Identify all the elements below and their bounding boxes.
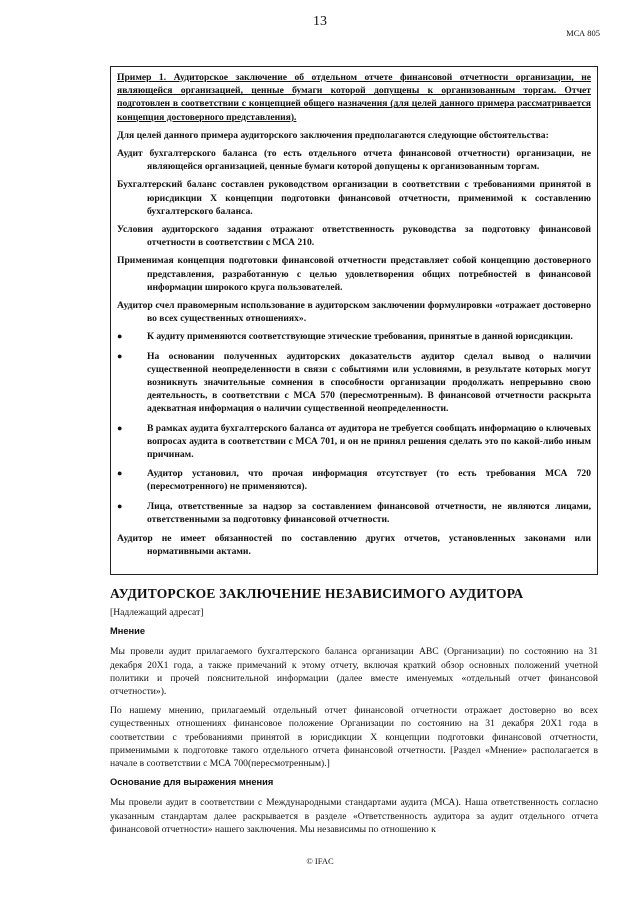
basis-paragraph: Мы провели аудит в соответствии с Международными стандартами аудита (МСА). Наша ответственность согласно указанным стандартам далее раскрывается в разделе «Ответственность аудитора за аудит отдельного отчета финансовой отчетности» нашего заключения. Мы независимы по отношению к — [110, 797, 598, 835]
bullet-icon: ● — [117, 331, 123, 342]
bullet-text: Лица, ответственные за надзор за составлением финансовой отчетности, не являются лицами, ответственными за подготовку финансовой отчетности. — [147, 500, 591, 525]
bullet-item — [117, 330, 591, 343]
circumstance-paragraph: Аудит бухгалтерского баланса (то есть отдельного отчета финансовой отчетности) организации, не являющейся организацией, ценные бумаги которой допущены к организованным торгам. — [117, 148, 591, 173]
bullet-text: Аудитор установил, что прочая информация отсутствует (то есть требования МСА 720 (пересмотренного) не применяются). — [147, 468, 591, 493]
document-code: МСА 805 — [566, 28, 600, 38]
bullet-icon: ● — [117, 350, 123, 361]
opinion-section-title: Мнение — [110, 626, 146, 637]
example-title: Пример 1. Аудиторское заключение об отдельном отчете финансовой отчетности организации, не являющейся организацией, ценные бумаги которой допущены к организованным торгам. Отчет подготовлен в соответствии с концепцией общего назначения (для целей данного примера рассматривается концепция достоверного представления). — [117, 72, 591, 123]
opinion-paragraph: По нашему мнению, прилагаемый отдельный отчет финансовой отчетности отражает достоверно во всех существенных отношениях финансовое положение Организации по состоянию на 31 декабря 20X1 года в соответствии с требованиями принятой в юрисдикции X концепции подготовки финансовой отчетности, применимыми к подготовке такого отдельного отчета финансовой отчетности. [Раздел «Мнение» располагается в начале в соответствии с МСА 700(пересмотренным).] — [110, 705, 598, 770]
circumstance-paragraph: Условия аудиторского задания отражают ответственность руководства за подготовку финансовой отчетности в соответствии с МСА 210. — [117, 224, 591, 249]
bullet-item — [117, 350, 591, 416]
example-box — [110, 66, 598, 575]
circumstance-paragraph: Бухгалтерский баланс составлен руководством организации в соответствии с требованиями принятой в юрисдикции X концепции подготовки финансовой отчетности, применимой к составлению бухгалтерского баланса. — [117, 179, 591, 217]
bullet-icon: ● — [117, 422, 123, 433]
bullet-icon: ● — [117, 468, 123, 479]
bullet-item — [117, 422, 591, 462]
example-intro: Для целей данного примера аудиторского заключения предполагаются следующие обстоятельства: — [117, 129, 549, 141]
page-number: 13 — [313, 14, 327, 29]
report-heading: АУДИТОРСКОЕ ЗАКЛЮЧЕНИЕ НЕЗАВИСИМОГО АУДИТОРА — [110, 586, 524, 601]
bullet-icon: ● — [117, 500, 123, 511]
bullet-item — [117, 500, 591, 526]
circumstance-paragraph: Аудитор счел правомерным использование в аудиторском заключении формулировки «отражает достоверно во всех существенных отношениях». — [117, 300, 591, 325]
addressee: [Надлежащий адресат] — [110, 607, 204, 618]
example-closing: Аудитор не имеет обязанностей по составлению других отчетов, установленных законами или нормативными актами. — [117, 533, 591, 558]
bullet-text: К аудиту применяются соответствующие этические требования, принятые в данной юрисдикции. — [147, 331, 573, 343]
opinion-paragraph: Мы провели аудит прилагаемого бухгалтерского баланса организации АВС (Организации) по состоянию на 31 декабря 20X1 года, а также примечаний к этому отчету, включая краткий обзор основных положений учетной политики и прочей пояснительной информации (далее вместе именуемых «отдельный отчет финансовой отчетности»). — [110, 646, 598, 698]
circumstance-paragraph: Применимая концепция подготовки финансовой отчетности представляет собой концепцию достоверного представления, разработанную с целью удовлетворения общих потребностей в финансовой информации широкого круга пользователей. — [117, 255, 591, 293]
bullet-item — [117, 467, 591, 493]
bullet-text: В рамках аудита бухгалтерского баланса от аудитора не требуется сообщать информацию о ключевых вопросах аудита в соответствии с МСА 701, и он не принял решения сделать это по какой-либо иным причинам. — [147, 422, 591, 461]
basis-section-title: Основание для выражения мнения — [110, 777, 274, 788]
report-body — [110, 606, 598, 842]
copyright-footer: © IFAC — [306, 856, 334, 866]
bullet-text: На основании полученных аудиторских доказательств аудитор сделал вывод о наличии существенной неопределенности в связи с событиями или условиями, в результате которых могут возникнуть значительные сомнения в способности организации продолжать непрерывно свою деятельность, в соответствии с МСА 570 (пересмотренным). В финансовой отчетности раскрыта адекватная информация о наличии существенной неопределенности. — [147, 350, 591, 415]
